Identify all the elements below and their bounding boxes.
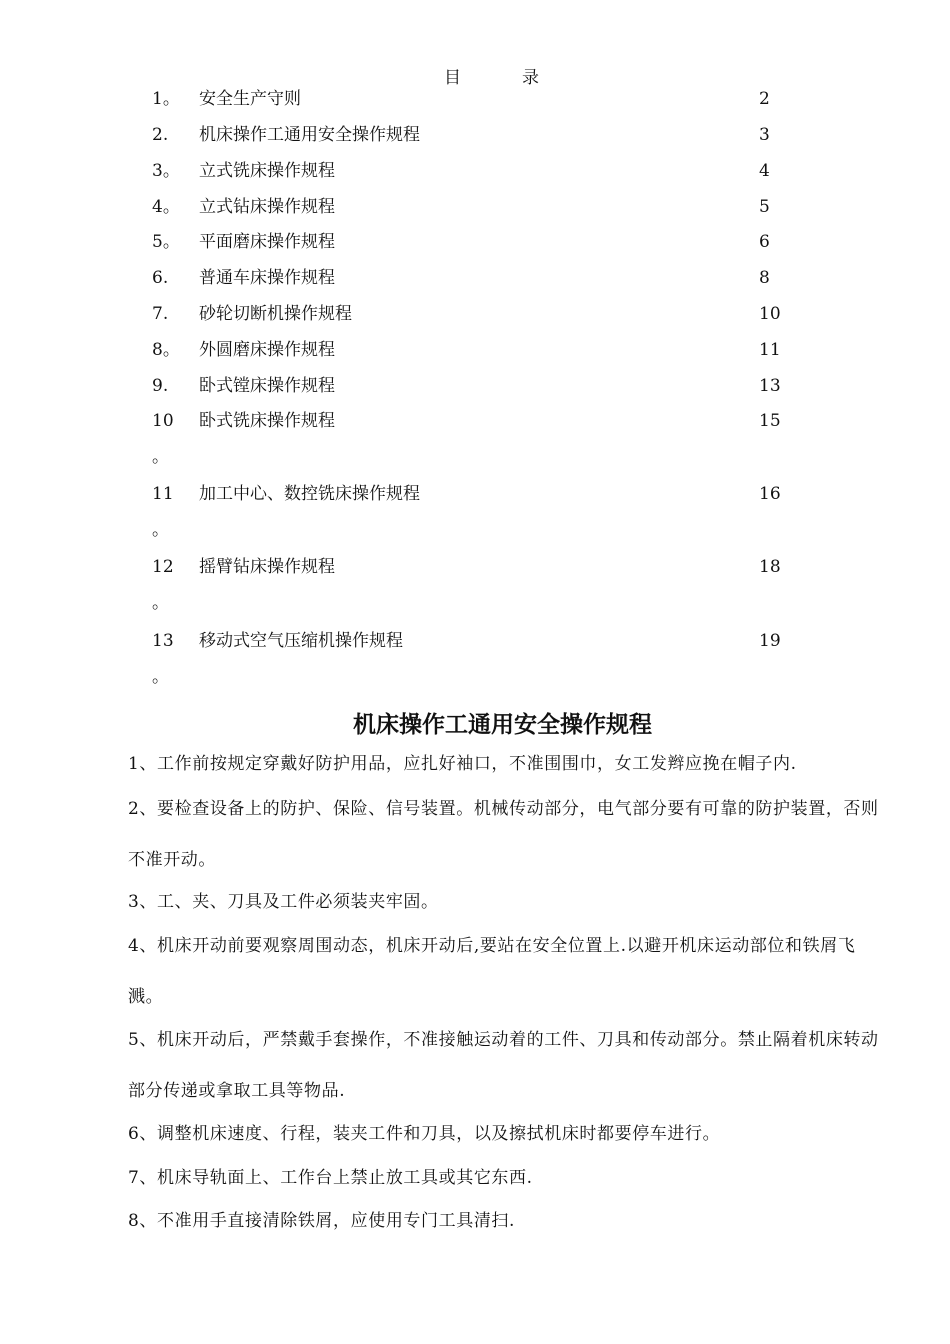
toc-text: 加工中心、数控铣床操作规程 bbox=[199, 484, 420, 504]
toc-number: 4。 bbox=[152, 197, 180, 217]
toc-text: 摇臂钻床操作规程 bbox=[199, 557, 335, 577]
toc-page-number: 5 bbox=[759, 197, 770, 217]
toc-text: 砂轮切断机操作规程 bbox=[199, 304, 352, 324]
toc-text: 卧式铣床操作规程 bbox=[199, 411, 335, 431]
rule-paragraph: 7、机床导轨面上、工作台上禁止放工具或其它东西. bbox=[128, 1168, 533, 1188]
toc-page-number: 10 bbox=[759, 304, 781, 324]
toc-page-number: 8 bbox=[759, 268, 770, 288]
toc-number-suffix: 。 bbox=[152, 667, 169, 687]
toc-text: 平面磨床操作规程 bbox=[199, 232, 335, 252]
toc-number: 3。 bbox=[152, 161, 180, 181]
document-title: 机床操作工通用安全操作规程 bbox=[353, 712, 652, 738]
toc-page-number: 18 bbox=[759, 557, 781, 577]
toc-page-number: 11 bbox=[759, 340, 781, 360]
toc-entry bbox=[0, 480, 950, 540]
toc-entry bbox=[0, 336, 950, 364]
toc-page-number: 2 bbox=[759, 89, 770, 109]
toc-text: 机床操作工通用安全操作规程 bbox=[199, 125, 420, 145]
toc-text: 外圆磨床操作规程 bbox=[199, 340, 335, 360]
rule-paragraph: 3、工、夹、刀具及工件必须装夹牢固。 bbox=[128, 892, 439, 912]
toc-number: 13 bbox=[152, 631, 174, 651]
toc-entry bbox=[0, 228, 950, 256]
toc-entry bbox=[0, 627, 950, 687]
toc-entry bbox=[0, 193, 950, 221]
rule-paragraph: 6、调整机床速度、行程，装夹工件和刀具，以及擦拭机床时都要停车进行。 bbox=[128, 1124, 721, 1144]
toc-entry bbox=[0, 407, 950, 467]
toc-number-suffix: 。 bbox=[152, 593, 169, 613]
toc-text: 普通车床操作规程 bbox=[199, 268, 335, 288]
toc-page-number: 13 bbox=[759, 376, 781, 396]
toc-entry bbox=[0, 157, 950, 185]
toc-number: 5。 bbox=[152, 232, 180, 252]
toc-text: 移动式空气压缩机操作规程 bbox=[199, 631, 403, 651]
toc-number: 12 bbox=[152, 557, 174, 577]
toc-entry bbox=[0, 85, 950, 113]
toc-number: 10 bbox=[152, 411, 174, 431]
toc-text: 卧式镗床操作规程 bbox=[199, 376, 335, 396]
toc-title: 目 录 bbox=[444, 68, 561, 88]
toc-page-number: 6 bbox=[759, 232, 770, 252]
toc-page-number: 16 bbox=[759, 484, 781, 504]
toc-number-suffix: 。 bbox=[152, 447, 169, 467]
toc-number-suffix: 。 bbox=[152, 520, 169, 540]
toc-page-number: 3 bbox=[759, 125, 770, 145]
toc-entry bbox=[0, 372, 950, 400]
toc-entry bbox=[0, 300, 950, 328]
toc-number: 8。 bbox=[152, 340, 180, 360]
rule-paragraph: 1、工作前按规定穿戴好防护用品，应扎好袖口，不准围围巾，女工发辫应挽在帽子内. bbox=[128, 754, 797, 774]
toc-entry bbox=[0, 264, 950, 292]
toc-page-number: 4 bbox=[759, 161, 770, 181]
toc-number: 2. bbox=[152, 125, 169, 145]
toc-text: 安全生产守则 bbox=[199, 89, 301, 109]
toc-number: 6. bbox=[152, 268, 169, 288]
rule-paragraph: 2、要检查设备上的防护、保险、信号装置。机械传动部分，电气部分要有可靠的防护装置，否则不准开动。 bbox=[128, 799, 879, 870]
toc-number: 9. bbox=[152, 376, 169, 396]
rule-paragraph: 8、不准用手直接清除铁屑，应使用专门工具清扫. bbox=[128, 1211, 516, 1231]
toc-number: 1。 bbox=[152, 89, 180, 109]
toc-entry bbox=[0, 553, 950, 613]
rule-paragraph: 4、机床开动前要观察周围动态，机床开动后,要站在安全位置上.以避开机床运动部位和铁屑飞溅。 bbox=[128, 936, 856, 1007]
rule-paragraph: 5、机床开动后，严禁戴手套操作，不准接触运动着的工件、刀具和传动部分。禁止隔着机床转动部分传递或拿取工具等物品. bbox=[128, 1030, 879, 1101]
toc-page-number: 15 bbox=[759, 411, 781, 431]
toc-number: 7. bbox=[152, 304, 169, 324]
toc-number: 11 bbox=[152, 484, 174, 504]
toc-page-number: 19 bbox=[759, 631, 781, 651]
toc-text: 立式钻床操作规程 bbox=[199, 197, 335, 217]
toc-entry bbox=[0, 121, 950, 149]
toc-text: 立式铣床操作规程 bbox=[199, 161, 335, 181]
